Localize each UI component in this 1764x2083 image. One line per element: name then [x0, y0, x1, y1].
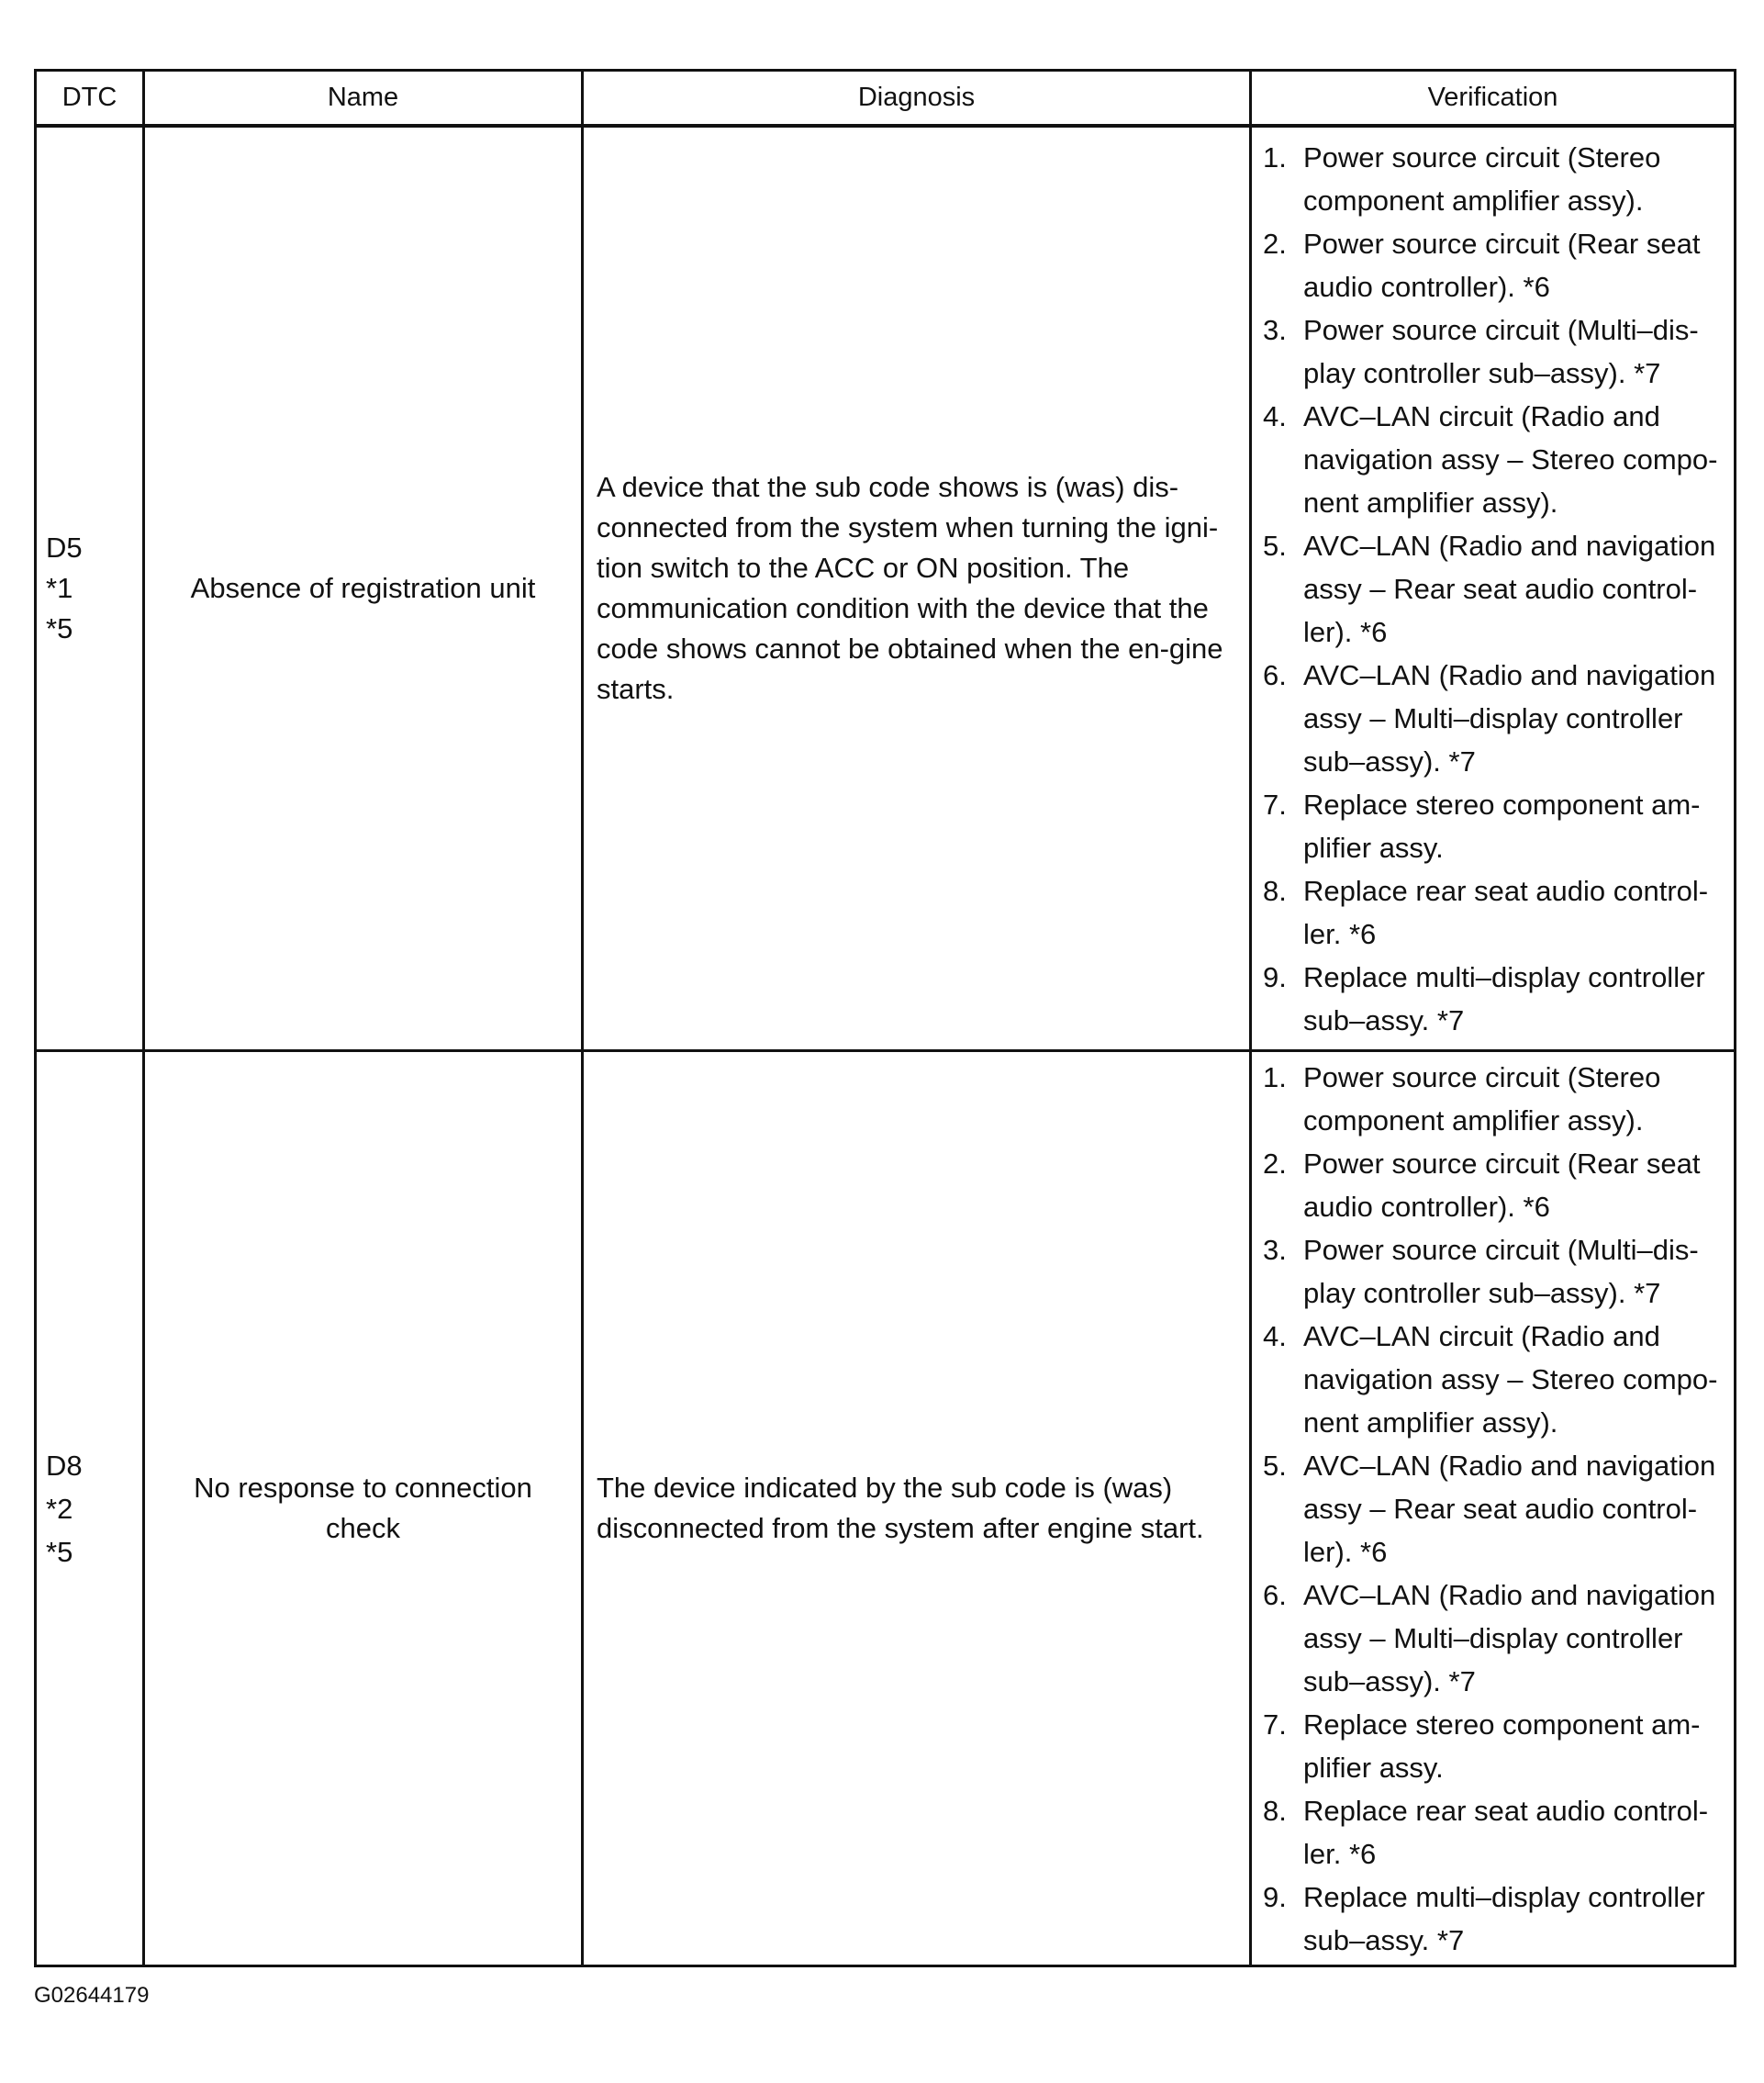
step-number: 9.	[1263, 1880, 1287, 1913]
name-cell: No response to connection check	[144, 1051, 583, 1966]
header-name: Name	[144, 71, 583, 127]
step-text: Replace multi–display controller sub–assy. *7	[1303, 1880, 1705, 1956]
dtc-note: *1	[46, 572, 73, 604]
name-cell: Absence of registration unit	[144, 126, 583, 1051]
figure-id: G02644179	[34, 1983, 150, 2008]
step-text: AVC–LAN (Radio and navigation assy – Multi–display controller sub–assy). *7	[1303, 658, 1716, 778]
verification-list	[1263, 136, 1726, 1042]
step-text: Replace rear seat audio control-ler. *6	[1303, 874, 1709, 950]
step-text: Power source circuit (Multi–dis-play controller sub–assy). *7	[1303, 1233, 1699, 1309]
list-item	[1263, 1444, 1726, 1573]
step-number: 1.	[1263, 140, 1287, 174]
step-text: Replace multi–display controller sub–assy. *7	[1303, 960, 1705, 1036]
step-number: 3.	[1263, 1233, 1287, 1266]
list-item	[1263, 1573, 1726, 1703]
dtc-code: D8	[46, 1449, 83, 1482]
verification-cell	[1251, 1051, 1736, 1966]
diagnosis-cell: A device that the sub code shows is (was) dis-connected from the system when turning the igni-tion switch to the ACC or ON position. The communication condition with the device that the code shows cannot be obtained when the en-gine starts.	[583, 126, 1251, 1051]
list-item	[1263, 869, 1726, 956]
dtc-cell	[36, 126, 144, 1051]
list-item	[1263, 1056, 1726, 1142]
step-text: Replace stereo component am-plifier assy.	[1303, 1708, 1701, 1784]
header-dtc: DTC	[36, 71, 144, 127]
step-number: 2.	[1263, 1147, 1287, 1180]
list-item	[1263, 1789, 1726, 1876]
step-text: AVC–LAN (Radio and navigation assy – Rear seat audio control-ler). *6	[1303, 529, 1716, 648]
step-text: Power source circuit (Multi–dis-play controller sub–assy). *7	[1303, 313, 1699, 389]
list-item	[1263, 956, 1726, 1042]
list-item	[1263, 1315, 1726, 1444]
step-text: Power source circuit (Rear seat audio controller). *6	[1303, 227, 1701, 303]
step-number: 7.	[1263, 1708, 1287, 1741]
list-item	[1263, 783, 1726, 869]
verification-list	[1263, 1056, 1726, 1962]
step-number: 3.	[1263, 313, 1287, 346]
list-item	[1263, 524, 1726, 654]
step-text: AVC–LAN circuit (Radio and navigation assy – Stereo compo-nent amplifier assy).	[1303, 399, 1718, 519]
list-item	[1263, 1228, 1726, 1315]
dtc-cell	[36, 1051, 144, 1966]
table-row	[36, 126, 1736, 1051]
list-item	[1263, 654, 1726, 783]
list-item	[1263, 395, 1726, 524]
step-number: 8.	[1263, 1794, 1287, 1827]
list-item	[1263, 136, 1726, 222]
step-text: AVC–LAN (Radio and navigation assy – Rear seat audio control-ler). *6	[1303, 1449, 1716, 1568]
verification-cell	[1251, 126, 1736, 1051]
step-number: 7.	[1263, 788, 1287, 821]
step-number: 4.	[1263, 399, 1287, 432]
step-text: Replace stereo component am-plifier assy.	[1303, 788, 1701, 864]
table-row	[36, 1051, 1736, 1966]
step-number: 9.	[1263, 960, 1287, 993]
step-number: 4.	[1263, 1319, 1287, 1352]
step-number: 8.	[1263, 874, 1287, 907]
header-diagnosis: Diagnosis	[583, 71, 1251, 127]
step-number: 2.	[1263, 227, 1287, 260]
step-number: 5.	[1263, 529, 1287, 562]
step-text: Power source circuit (Rear seat audio controller). *6	[1303, 1147, 1701, 1223]
list-item	[1263, 1142, 1726, 1228]
step-number: 1.	[1263, 1060, 1287, 1093]
step-number: 5.	[1263, 1449, 1287, 1482]
step-number: 6.	[1263, 658, 1287, 691]
list-item	[1263, 1876, 1726, 1962]
step-number: 6.	[1263, 1578, 1287, 1611]
list-item	[1263, 308, 1726, 395]
table-header-row	[36, 71, 1736, 127]
dtc-note: *5	[46, 1535, 73, 1568]
list-item	[1263, 1703, 1726, 1789]
dtc-note: *2	[46, 1492, 73, 1525]
dtc-code: D5	[46, 532, 83, 564]
dtc-table	[34, 69, 1736, 1967]
dtc-note: *5	[46, 612, 73, 644]
step-text: Power source circuit (Stereo component amplifier assy).	[1303, 140, 1661, 217]
header-verification: Verification	[1251, 71, 1736, 127]
step-text: AVC–LAN (Radio and navigation assy – Multi–display controller sub–assy). *7	[1303, 1578, 1716, 1697]
step-text: Power source circuit (Stereo component amplifier assy).	[1303, 1060, 1661, 1137]
diagnosis-cell: The device indicated by the sub code is (was) disconnected from the system after engine start.	[583, 1051, 1251, 1966]
list-item	[1263, 222, 1726, 308]
step-text: Replace rear seat audio control-ler. *6	[1303, 1794, 1709, 1870]
step-text: AVC–LAN circuit (Radio and navigation assy – Stereo compo-nent amplifier assy).	[1303, 1319, 1718, 1439]
